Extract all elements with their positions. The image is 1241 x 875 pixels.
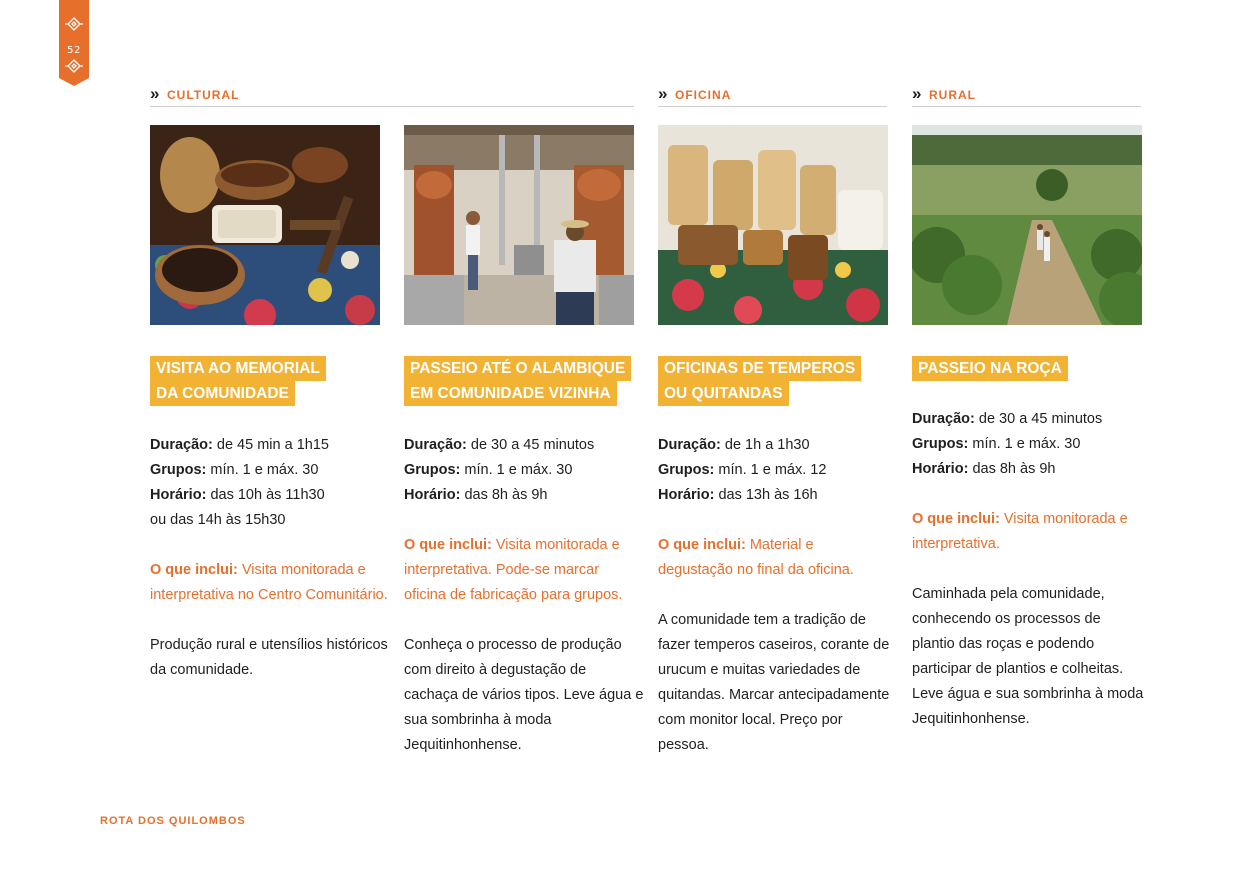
section-header-oficina [658,84,887,107]
card-description: Produção rural e utensílios históricos da comunidade. [150,637,388,678]
title-line: OFICINAS DE TEMPEROS [658,356,861,381]
card-description: A comunidade tem a tradição de fazer temperos caseiros, corante de urucum e muitas variedades de quitandas. Marcar antecipadamente com monitor local. Preço por pessoa. [658,612,890,753]
section-header-rural [912,84,1141,107]
chevron-icon: » [658,84,668,103]
card-details-alambique: Duração: de 30 a 45 minutos Grupos: mín. 1 e máx. 30 Horário: das 8h às 9h O que inclui: Visita monitorada e interpretativa. Pode-se marcar oficina de fabricação para grupos. Conheça o processo de produção com direito à degustação de cachaça de vários tipos. Leve água e sua sombrinha à moda Jequitinhonhense. [404,433,644,758]
page-number: 52 [67,45,81,56]
card-title-alambique [404,356,644,406]
title-line: OU QUITANDAS [658,381,789,406]
photo-temperos [658,125,888,325]
photo-memorial [150,125,380,325]
section-label: RURAL [929,88,976,102]
title-line: PASSEIO ATÉ O ALAMBIQUE [404,356,631,381]
card-details-temperos: Duração: de 1h a 1h30 Grupos: mín. 1 e máx. 12 Horário: das 13h às 16h O que inclui: Material e degustação no final da oficina. A comunidade tem a tradição de fazer temperos caseiros, corante de urucum e muitas variedades de quitandas. Marcar antecipadamente com monitor local. Preço por pessoa. [658,433,890,758]
chevron-icon: » [912,84,922,103]
section-label: CULTURAL [167,88,240,102]
card-details-roca: Duração: de 30 a 45 minutos Grupos: mín. 1 e máx. 30 Horário: das 8h às 9h O que inclui: Visita monitorada e interpretativa. Caminhada pela comunidade, conhecendo os processos de plantio das roças e podendo participar de plantios e colheitas. Leve água e sua sombrinha à moda Jequitinhonhense. [912,407,1144,732]
footer-title: ROTA DOS QUILOMBOS [100,815,246,827]
page-number-tab [59,0,89,86]
title-line: PASSEIO NA ROÇA [912,356,1068,381]
card-details-memorial: Duração: de 45 min a 1h15 Grupos: mín. 1 e máx. 30 Horário: das 10h às 11h30 ou das 14h às 15h30 O que inclui: Visita monitorada e interpretativa no Centro Comunitário. Produção rural e utensílios históricos da comunidade. [150,433,390,683]
title-line: VISITA AO MEMORIAL [150,356,326,381]
section-header-cultural [150,84,634,107]
title-line: EM COMUNIDADE VIZINHA [404,381,617,406]
card-title-memorial [150,356,390,406]
chevron-icon: » [150,84,160,103]
photo-roca [912,125,1142,325]
card-title-roca [912,356,1152,381]
card-description: Caminhada pela comunidade, conhecendo os processos de plantio das roças e podendo participar de plantios e colheitas. Leve água e sua sombrinha à moda Jequitinhonhense. [912,586,1144,727]
card-description: Conheça o processo de produção com direito à degustação de cachaça de vários tipos. Leve água e sua sombrinha à moda Jequitinhonhense. [404,637,644,753]
card-title-temperos [658,356,898,406]
title-line: DA COMUNIDADE [150,381,295,406]
section-label: OFICINA [675,88,732,102]
photo-alambique [404,125,634,325]
